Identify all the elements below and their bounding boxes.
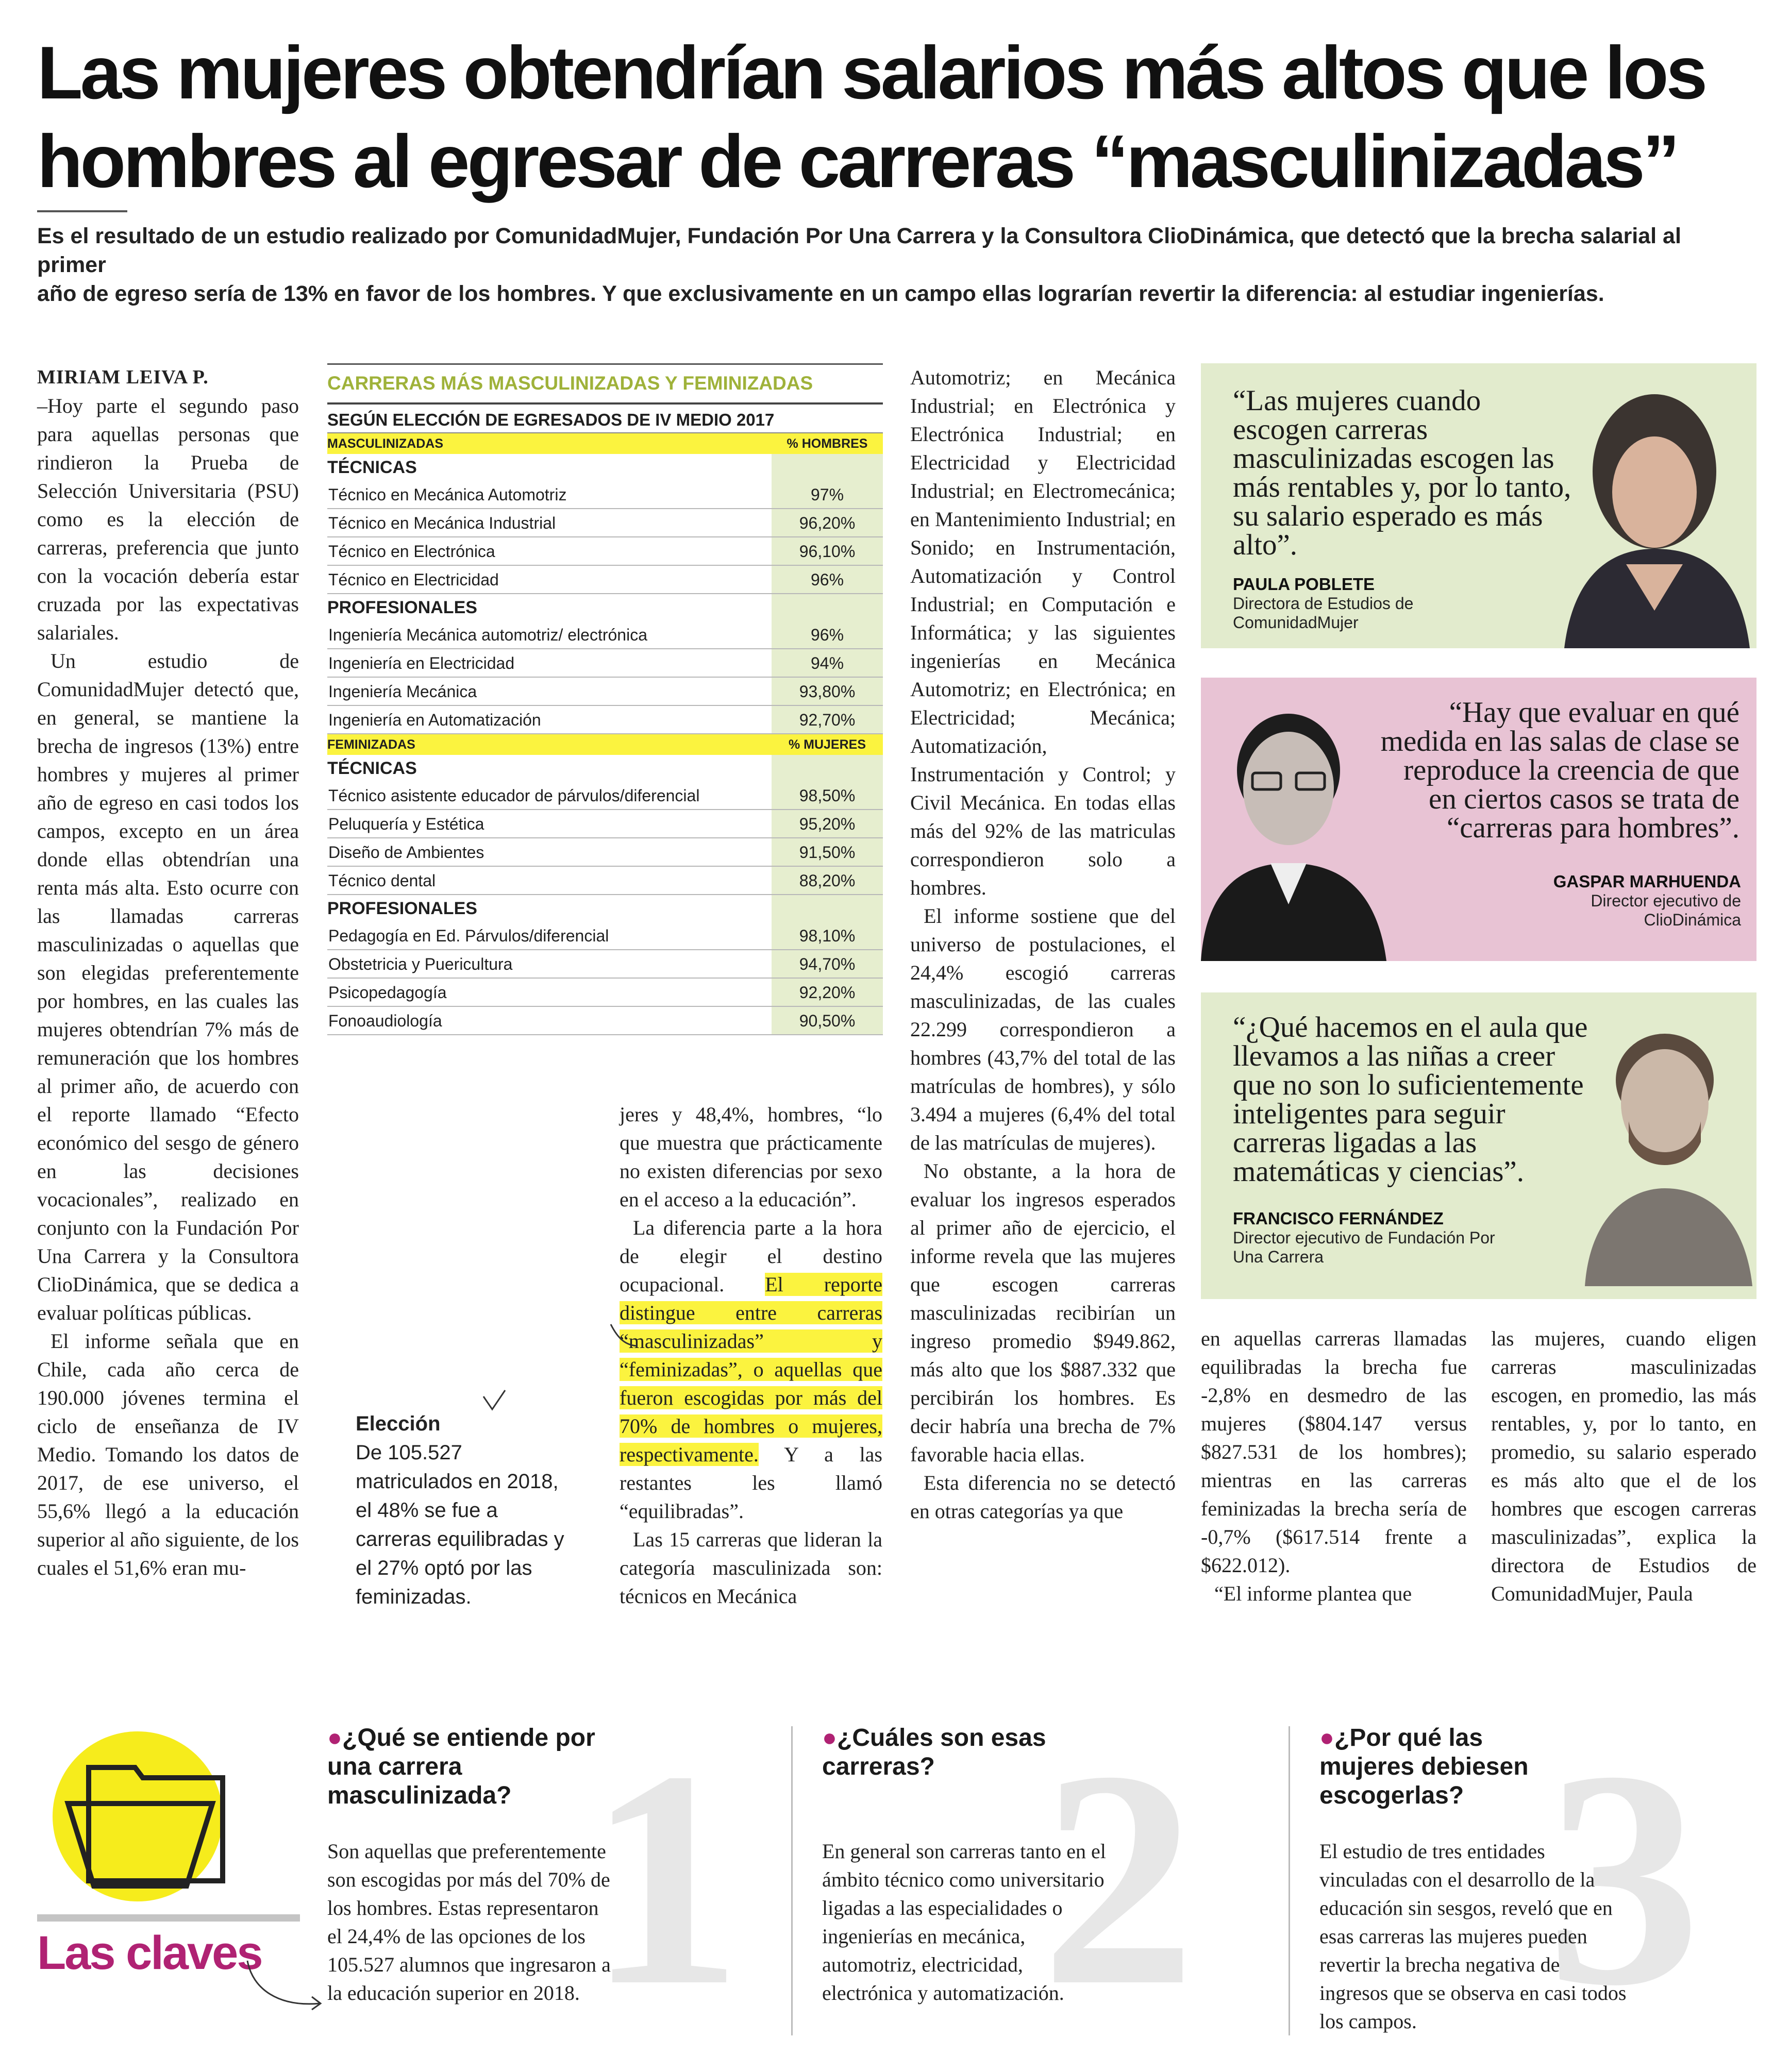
group-pct-label: % HOMBRES: [787, 436, 868, 451]
handwritten-checkmark: [479, 1386, 510, 1417]
claves-rule: [37, 1914, 300, 1922]
group-header-feminizadas: [327, 734, 883, 755]
col2-paragraph-3: Las 15 carreras que lideran la categoría masculinizada son: técnicos en Mecánica: [620, 1528, 882, 1608]
byline: MIRIAM LEIVA P.: [37, 366, 209, 388]
deck-line-1: Es el resultado de un estudio realizado por ComunidadMujer, Fundación Por Una Carrera y la Consultora ClioDinámica, que detectó que la brecha salarial al primer: [37, 224, 1681, 277]
col3-paragraph-4: Esta diferencia no se detectó en otras categorías ya que: [910, 1471, 1176, 1523]
col3-paragraph-3: No obstante, a la hora de evaluar los ingresos esperados al primer año de ejercicio, el informe revela que las mujeres que escogen carreras masculinizadas recibirían un ingreso promedio $949.862, más alto que los $887.332 que percibirán los hombres. Es decir habría una brecha de 7% favorable hacia ellas.: [910, 1159, 1176, 1466]
col1-paragraph-3: El informe señala que en Chile, cada año cerca de 190.000 jóvenes termina el ciclo de enseñanza de IV Medio. Tomando los datos de 2017, de ese universo, el 55,6% llegó a la educación superior al año siguiente, de los cuales el 51,6% eran mu-: [37, 1329, 299, 1579]
table-row: Técnico asistente educador de párvulos/diferencial 98,50%: [327, 782, 883, 810]
table-row: Peluquería y Estética 95,20%: [327, 810, 883, 838]
category-label: TÉCNICAS: [327, 759, 417, 778]
category-tecnicas: [327, 755, 883, 782]
col4-paragraph-2: “El informe plantea que: [1214, 1582, 1412, 1605]
col2-paragraph-1: jeres y 48,4%, hombres, “lo que muestra que prácticamente no existen diferencias por sexo en el acceso a la educación”.: [620, 1103, 882, 1211]
table-row: Técnico en Electricidad 96%: [327, 566, 883, 594]
clave-number-2: 2: [1041, 1707, 1196, 2049]
category-label: PROFESIONALES: [327, 598, 477, 617]
category-profesionales: [327, 895, 883, 922]
col2-paragraph-2: La diferencia parte a la hora de elegir el destino ocupacional. El reporte distingue entre carreras “masculinizadas” y “feminizadas”, o aquellas que fueron escogidas por más del 70% de hombres o mujeres, respectivamente. Y a las restantes les llamó “equilibradas”.: [620, 1216, 882, 1523]
bullet-dot-icon: ●: [1319, 1724, 1334, 1751]
column-divider: [1289, 1726, 1290, 2035]
table-row: Ingeniería en Automatización 92,70%: [327, 706, 883, 734]
table-row: Fonoaudiología 90,50%: [327, 1007, 883, 1035]
group-pct-label: % MUJERES: [788, 737, 866, 752]
handwritten-arrow: [242, 1958, 330, 2015]
clave-title-3: ●¿Por qué las mujeres debiesen escogerlas?: [1319, 1724, 1529, 1809]
table-row: Pedagogía en Ed. Párvulos/diferencial 98,10%: [327, 922, 883, 950]
clave-number-1: 1: [588, 1707, 742, 2049]
clave-body-1: Son aquellas que preferentemente son escogidas por más del 70% de los hombres. Estas representaron el 24,4% de las opciones de los 105.527 alumnos que ingresaron a la educación superior en 2018.: [327, 1840, 611, 2004]
headline-line-2: hombres al egresar de carreras “masculinizadas”: [37, 120, 1678, 203]
quote-text: “Hay que evaluar en qué medida en las salas de clase se reproduce la creencia de que en ciertos casos se trata de “carreras para hombres”.: [1380, 696, 1739, 844]
highlighted-text: El reporte distingue entre carreras “masculinizadas” y “feminizadas”, o aquellas que fueron escogidas por más del 70% de hombres o mujeres, respectivamente.: [620, 1273, 882, 1466]
table-row: Ingeniería Mecánica 93,80%: [327, 678, 883, 706]
portrait-photo: [1544, 394, 1756, 648]
table-row: Ingeniería Mecánica automotriz/ electrónica 96%: [327, 621, 883, 649]
quote-panel-marhuenda: [1201, 678, 1756, 961]
bullet-dot-icon: ●: [327, 1724, 342, 1751]
clave-title-1: ●¿Qué se entiende por una carrera masculinizada?: [327, 1724, 595, 1809]
portrait-photo: [1580, 1018, 1756, 1286]
careers-table: [327, 363, 883, 1035]
table-row: Diseño de Ambientes 91,50%: [327, 838, 883, 867]
col1-paragraph-1: –Hoy parte el segundo paso para aquellas personas que rindieron la Prueba de Selección Universitaria (PSU) como es la elección de carreras, preferencia que junto con la vocación debería estar cruzada por las expectativas salariales.: [37, 394, 299, 644]
quote-author-role: Director ejecutivo de Fundación Por Una Carrera: [1233, 1228, 1495, 1266]
claves-label: Las claves: [37, 1927, 262, 1979]
category-profesionales: [327, 594, 883, 621]
article-column-1: [37, 363, 299, 1582]
article-column-3: [910, 363, 1176, 1525]
column-divider: [791, 1726, 793, 2035]
table-row: Técnico en Electrónica 96,10%: [327, 537, 883, 566]
category-label: PROFESIONALES: [327, 899, 477, 918]
col5-paragraph-1: las mujeres, cuando eligen carreras masculinizadas escogen, en promedio, las más rentables, y, por lo tanto, en promedio, su salario esperado es más alto que el de los hombres que escogen carreras masculinizadas”, explica la directora de Estudios de ComunidadMujer, Paula: [1491, 1327, 1756, 1605]
quote-author-role: Directora de Estudios de ComunidadMujer: [1233, 594, 1414, 632]
quote-author-role: Director ejecutivo de ClioDinámica: [1591, 891, 1741, 929]
col3-paragraph-2: El informe sostiene que del universo de postulaciones, el 24,4% escogió carreras masculinizadas, de las cuales 22.299 correspondieron a hombres (43,7% del total de las matrículas de hombres), y sólo 3.494 a mujeres (6,4% del total de las matrículas de mujeres).: [910, 904, 1176, 1154]
note-body: De 105.527 matriculados en 2018, el 48% se fue a carreras equilibradas y el 27% optó por las feminizadas.: [356, 1441, 564, 1608]
table-row: Técnico en Mecánica Industrial 96,20%: [327, 509, 883, 537]
headline: [37, 28, 1753, 206]
category-label: TÉCNICAS: [327, 458, 417, 477]
table-title: CARRERAS MÁS MASCULINIZADAS Y FEMINIZADAS: [327, 363, 883, 399]
quote-text: “Las mujeres cuando escogen carreras masculinizadas escogen las más rentables y, por lo tanto, su salario esperado es más alto”.: [1233, 384, 1571, 561]
folder-icon: [37, 1731, 285, 1901]
quote-author-name: PAULA POBLETE: [1233, 575, 1375, 594]
table-row: Obstetricia y Puericultura 94,70%: [327, 950, 883, 979]
quote-panel-poblete: [1201, 363, 1756, 648]
clave-body-3: El estudio de tres entidades vinculadas con el desarrollo de la educación sin sesgos, reveló que en esas carreras las mujeres pueden revertir la brecha negativa de ingresos que se observa en casi todos los campos.: [1319, 1840, 1627, 2033]
group-label: FEMINIZADAS: [327, 737, 415, 752]
table-row: Técnico en Mecánica Automotriz 97%: [327, 481, 883, 509]
table-subtitle: SEGÚN ELECCIÓN DE EGRESADOS DE IV MEDIO 2017: [327, 402, 883, 433]
group-header-masculinizadas: [327, 433, 883, 454]
bullet-dot-icon: ●: [822, 1724, 837, 1751]
col4-paragraph-1: en aquellas carreras llamadas equilibradas la brecha fue -2,8% en desmedro de las mujeres ($804.147 versus $827.531 de los hombres); mientras en las carreras feminizadas la brecha sería de -0,7% ($617.514 frente a $622.012).: [1201, 1327, 1467, 1577]
col3-paragraph-1: Automotriz; en Mecánica Industrial; en Electrónica y Electrónica Industrial; en Electricidad y Electricidad Industrial; en Electromecánica; en Mantenimiento Industrial; en Sonido; en Instrumentación, Automatización y Control Industrial; en Computación e Informática; y las siguientes ingenierías en Mecánica Automotriz; en Electrónica; en Electricidad; Mecánica; Automatización, Instrumentación y Control; y Civil Mecánica. En todas ellas más del 92% de las matriculas correspondieron solo a hombres.: [910, 366, 1176, 899]
article-column-5: [1491, 1324, 1756, 1608]
quote-panel-fernandez: [1201, 992, 1756, 1299]
handwritten-arrow: [608, 1319, 639, 1350]
quote-text: “¿Qué hacemos en el aula que llevamos a las niñas a creer que no son lo suficientemente inteligentes para seguir carreras ligadas a las matemáticas y ciencias”.: [1233, 1011, 1588, 1188]
quote-author-name: FRANCISCO FERNÁNDEZ: [1233, 1209, 1444, 1228]
table-row: Ingeniería en Electricidad 94%: [327, 649, 883, 678]
table-row: Psicopedagogía 92,20%: [327, 979, 883, 1007]
article-column-2: [620, 1100, 882, 1610]
group-label: MASCULINIZADAS: [327, 436, 443, 451]
quote-author-name: GASPAR MARHUENDA: [1553, 872, 1741, 891]
deck: [37, 222, 1748, 308]
col1-paragraph-2: Un estudio de ComunidadMujer detectó que, en general, se mantiene la brecha de ingresos (13%) entre hombres y mujeres al primer año de egreso en casi todos los campos, excepto en un área donde ellas obtendrían una renta más alta. Esto ocurre con las llamadas carreras masculinizadas o aquellas que son elegidas preferentemente por hombres, en las cuales las mujeres obtendrían 7% más de remuneración que los hombres al primer año, de acuerdo con el reporte llamado “Efecto económico del sesgo de género en las decisiones vocacionales”, realizado en conjunto con la Fundación Por Una Carrera y la Consultora ClioDinámica, que se dedica a evaluar políticas públicas.: [37, 649, 299, 1324]
clave-number-3: 3: [1546, 1707, 1701, 2049]
clave-body-2: En general son carreras tanto en el ámbito técnico como universitario ligadas a las especialidades o ingenierías en mecánica, automotriz, electricidad, electrónica y automatización.: [822, 1840, 1106, 2004]
note-title: Elección: [356, 1412, 441, 1435]
category-tecnicas: [327, 454, 883, 481]
clave-title-2: ●¿Cuáles son esas carreras?: [822, 1724, 1046, 1780]
article-column-4: [1201, 1324, 1467, 1608]
deck-line-2: año de egreso sería de 13% en favor de los hombres. Y que exclusivamente en un campo ellas lograrían revertir la diferencia: al estudiar ingenierías.: [37, 281, 1604, 306]
headline-line-1: Las mujeres obtendrían salarios más altos que los: [37, 31, 1705, 114]
headline-rule: [37, 210, 127, 212]
eleccion-note: [356, 1409, 572, 1611]
table-row: Técnico dental 88,20%: [327, 867, 883, 895]
